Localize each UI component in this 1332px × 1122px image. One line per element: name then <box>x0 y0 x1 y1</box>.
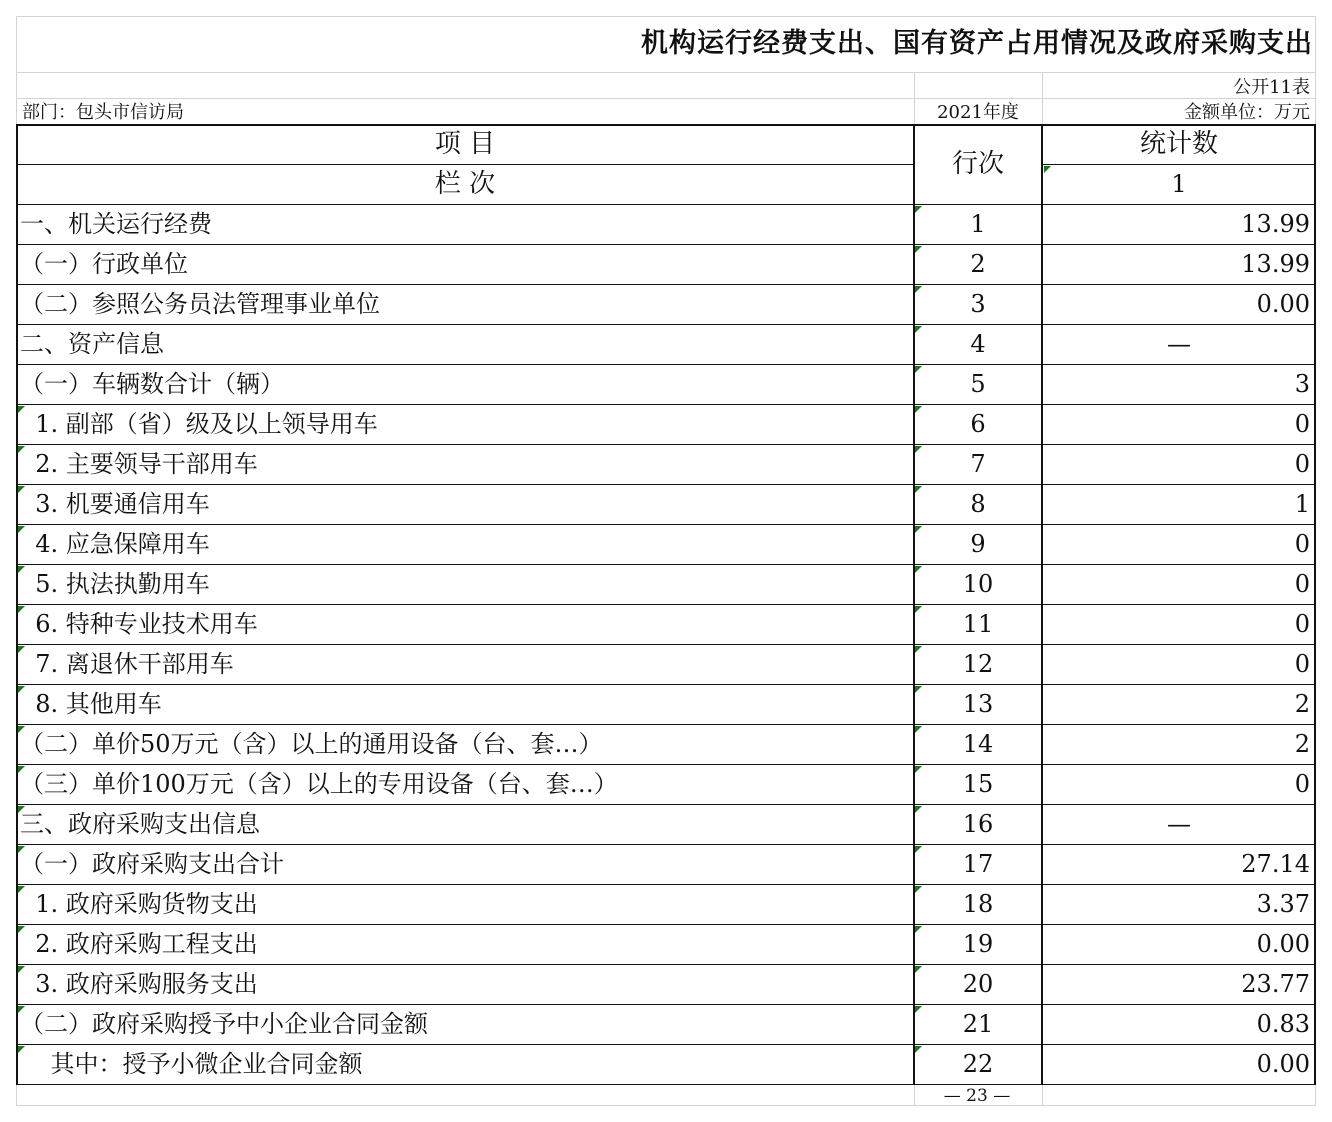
row-label: 6. 特种专业技术用车 <box>20 610 258 638</box>
row-number: 10 <box>962 570 994 598</box>
grid-line <box>1042 72 1043 124</box>
row-value: 0 <box>1294 570 1310 598</box>
row-number: 8 <box>970 490 986 518</box>
row-number: 9 <box>970 530 986 558</box>
spreadsheet-sheet <box>16 16 1316 1106</box>
row-label: （二）参照公务员法管理事业单位 <box>20 290 380 318</box>
row-number: 13 <box>962 690 994 718</box>
row-value: 0 <box>1294 610 1310 638</box>
cell-marker <box>915 766 922 773</box>
row-value: 0.00 <box>1256 1050 1310 1078</box>
table-border <box>16 444 1316 445</box>
header-item: 项 目 <box>434 129 496 159</box>
row-number: 21 <box>962 1010 994 1038</box>
row-label: 5. 执法执勤用车 <box>20 570 210 598</box>
department-label: 部门：包头市信访局 <box>22 102 184 123</box>
table-border <box>16 644 1316 645</box>
row-number: 14 <box>962 730 994 758</box>
row-label: 1. 副部（省）级及以上领导用车 <box>20 410 378 438</box>
cell-marker <box>915 886 922 893</box>
row-number: 3 <box>970 290 986 318</box>
cell-marker <box>1044 166 1051 173</box>
table-border <box>16 364 1316 365</box>
row-label: 8. 其他用车 <box>20 690 162 718</box>
row-value: 0.00 <box>1256 930 1310 958</box>
cell-marker <box>915 806 922 813</box>
cell-marker <box>915 366 922 373</box>
row-label: 2. 政府采购工程支出 <box>20 930 258 958</box>
row-number: 16 <box>962 810 994 838</box>
cell-marker <box>915 246 922 253</box>
row-number: 18 <box>962 890 994 918</box>
row-value: 13.99 <box>1241 250 1310 278</box>
header-column-order: 栏 次 <box>434 169 496 199</box>
grid-line <box>16 1084 17 1106</box>
row-number: 2 <box>970 250 986 278</box>
row-label: 三、政府采购支出信息 <box>20 810 260 838</box>
cell-marker <box>18 846 25 853</box>
row-label: 1. 政府采购货物支出 <box>20 890 258 918</box>
cell-marker <box>18 606 25 613</box>
table-border <box>16 484 1316 485</box>
table-border <box>16 324 1316 325</box>
header-statistic: 统计数 <box>1139 129 1218 159</box>
cell-marker <box>18 766 25 773</box>
row-label: 其中：授予小微企业合同金额 <box>20 1050 363 1078</box>
grid-line <box>16 1105 1316 1106</box>
row-number: 1 <box>970 210 986 238</box>
row-value: 23.77 <box>1241 970 1310 998</box>
table-title: 机构运行经费支出、国有资产占用情况及政府采购支出 <box>641 28 1313 59</box>
row-number: 11 <box>962 610 994 638</box>
table-border <box>16 244 1316 245</box>
table-border <box>16 124 1316 126</box>
table-border <box>16 164 914 165</box>
fiscal-year: 2021年度 <box>937 102 1019 123</box>
cell-marker <box>18 486 25 493</box>
row-value: 1 <box>1294 490 1310 518</box>
cell-marker <box>18 1006 25 1013</box>
row-value: 3.37 <box>1256 890 1310 918</box>
cell-marker <box>915 726 922 733</box>
row-number: 5 <box>970 370 986 398</box>
table-border <box>16 1044 1316 1045</box>
row-value: 13.99 <box>1241 210 1310 238</box>
table-number: 公开11表 <box>1233 77 1310 98</box>
row-value: — <box>1167 330 1191 358</box>
row-value: 0.00 <box>1256 290 1310 318</box>
row-value: 0.83 <box>1256 1010 1310 1038</box>
table-border <box>16 964 1316 965</box>
row-label: 2. 主要领导干部用车 <box>20 450 258 478</box>
row-value: — <box>1167 810 1191 838</box>
cell-marker <box>18 646 25 653</box>
header-row-number: 行次 <box>951 149 1004 179</box>
cell-marker <box>18 1046 25 1053</box>
table-border <box>16 204 1316 205</box>
table-border <box>16 284 1316 285</box>
table-border <box>16 524 1316 525</box>
grid-line <box>1315 1084 1316 1106</box>
table-border <box>16 564 1316 565</box>
grid-line <box>16 98 1316 99</box>
cell-marker <box>18 446 25 453</box>
row-label: 3. 机要通信用车 <box>20 490 210 518</box>
table-border <box>16 1004 1316 1005</box>
cell-marker <box>915 446 922 453</box>
table-border <box>16 764 1316 765</box>
cell-marker <box>915 206 922 213</box>
cell-marker <box>915 1046 922 1053</box>
row-label: 一、机关运行经费 <box>20 210 212 238</box>
table-border <box>16 724 1316 725</box>
cell-marker <box>18 926 25 933</box>
row-value: 0 <box>1294 650 1310 678</box>
cell-marker <box>18 806 25 813</box>
table-border <box>16 884 1316 885</box>
cell-marker <box>18 966 25 973</box>
cell-marker <box>18 526 25 533</box>
row-number: 15 <box>962 770 994 798</box>
row-value: 0 <box>1294 450 1310 478</box>
row-value: 2 <box>1294 690 1310 718</box>
cell-marker <box>915 606 922 613</box>
cell-marker <box>915 566 922 573</box>
row-value: 0 <box>1294 410 1310 438</box>
row-number: 22 <box>962 1050 994 1078</box>
row-number: 19 <box>962 930 994 958</box>
row-label: 7. 离退休干部用车 <box>20 650 234 678</box>
cell-marker <box>18 726 25 733</box>
row-number: 6 <box>970 410 986 438</box>
cell-marker <box>915 486 922 493</box>
row-value: 0 <box>1294 530 1310 558</box>
row-label: （二）单价50万元（含）以上的通用设备（台、套…） <box>20 730 603 758</box>
row-label: 4. 应急保障用车 <box>20 530 210 558</box>
grid-line <box>16 72 1316 73</box>
table-border <box>16 844 1316 845</box>
cell-marker <box>915 406 922 413</box>
cell-marker <box>915 286 922 293</box>
grid-line <box>1042 1084 1043 1106</box>
row-label: 二、资产信息 <box>20 330 164 358</box>
cell-marker <box>18 566 25 573</box>
cell-marker <box>18 886 25 893</box>
row-number: 7 <box>970 450 986 478</box>
row-value: 0 <box>1294 770 1310 798</box>
cell-marker <box>915 1006 922 1013</box>
row-label: 3. 政府采购服务支出 <box>20 970 258 998</box>
cell-marker <box>915 326 922 333</box>
grid-line <box>1315 16 1316 124</box>
table-border <box>16 604 1316 605</box>
row-label: （一）车辆数合计（辆） <box>20 370 284 398</box>
table-border <box>16 1084 1316 1085</box>
row-number: 4 <box>970 330 986 358</box>
row-value: 27.14 <box>1241 850 1310 878</box>
row-value: 2 <box>1294 730 1310 758</box>
header-statistic-column: 1 <box>1171 170 1187 198</box>
table-border <box>1042 164 1316 165</box>
row-number: 20 <box>962 970 994 998</box>
row-label: （一）政府采购支出合计 <box>20 850 284 878</box>
table-border <box>16 404 1316 405</box>
amount-unit: 金额单位：万元 <box>1184 102 1310 123</box>
row-label: （一）行政单位 <box>20 250 188 278</box>
cell-marker <box>18 406 25 413</box>
cell-marker <box>915 966 922 973</box>
row-label: （二）政府采购授予中小企业合同金额 <box>20 1010 428 1038</box>
cell-marker <box>915 846 922 853</box>
page-number: — 23 — <box>943 1086 1011 1106</box>
row-number: 17 <box>962 850 994 878</box>
row-value: 3 <box>1294 370 1310 398</box>
cell-marker <box>915 926 922 933</box>
cell-marker <box>915 646 922 653</box>
table-border <box>16 924 1316 925</box>
row-label: （三）单价100万元（含）以上的专用设备（台、套…） <box>20 770 618 798</box>
cell-marker <box>18 686 25 693</box>
row-number: 12 <box>962 650 994 678</box>
cell-marker <box>915 686 922 693</box>
table-border <box>16 804 1316 805</box>
table-border <box>16 684 1316 685</box>
cell-marker <box>915 526 922 533</box>
